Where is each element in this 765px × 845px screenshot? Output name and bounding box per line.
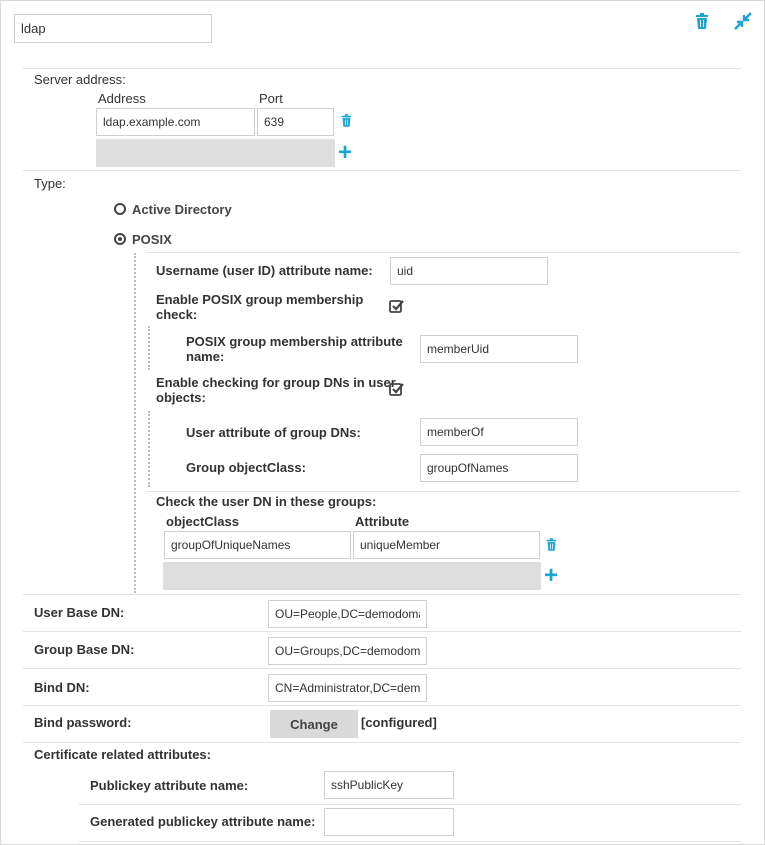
divider bbox=[79, 804, 741, 805]
user-attr-group-dns-label: User attribute of group DNs: bbox=[186, 425, 361, 440]
membership-attr-label-cont: name: bbox=[186, 349, 225, 364]
address-column-header: Address bbox=[98, 91, 146, 106]
bind-dn-label: Bind DN: bbox=[34, 680, 90, 695]
divider bbox=[146, 491, 740, 492]
membership-attr-label: POSIX group membership attribute bbox=[186, 334, 403, 349]
change-password-button[interactable]: Change bbox=[270, 710, 358, 738]
divider bbox=[23, 705, 741, 706]
port-column-header: Port bbox=[259, 91, 283, 106]
group-objectclass-input[interactable] bbox=[420, 454, 578, 482]
divider bbox=[23, 594, 741, 595]
user-attr-group-dns-input[interactable] bbox=[420, 418, 578, 446]
membership-subsection-border bbox=[148, 326, 150, 370]
group-add-row-bar bbox=[163, 562, 541, 590]
membership-attr-input[interactable] bbox=[420, 335, 578, 363]
radio-active-directory[interactable] bbox=[114, 203, 126, 215]
bind-password-label: Bind password: bbox=[34, 715, 132, 730]
objectclass-column-header: objectClass bbox=[166, 514, 239, 529]
password-status: [configured] bbox=[361, 715, 437, 730]
user-base-dn-label: User Base DN: bbox=[34, 605, 125, 620]
delete-group-row-trash-icon[interactable] bbox=[546, 538, 557, 551]
enable-group-dn-checkbox[interactable] bbox=[389, 381, 405, 397]
type-label: Type: bbox=[34, 176, 66, 191]
policy-name-input[interactable] bbox=[14, 14, 212, 43]
enable-group-membership-checkbox[interactable] bbox=[389, 298, 405, 314]
add-server-plus-icon[interactable]: + bbox=[338, 139, 353, 166]
server-port-input[interactable] bbox=[257, 108, 334, 136]
add-group-row-plus-icon[interactable]: + bbox=[544, 562, 559, 589]
group-base-dn-input[interactable] bbox=[268, 637, 427, 665]
generated-publickey-attr-input[interactable] bbox=[324, 808, 454, 836]
group-base-dn-label: Group Base DN: bbox=[34, 642, 135, 657]
generated-publickey-attr-label: Generated publickey attribute name: bbox=[90, 814, 316, 829]
divider bbox=[146, 252, 740, 253]
attribute-column-header: Attribute bbox=[355, 514, 410, 529]
divider bbox=[23, 742, 741, 743]
username-attr-input[interactable] bbox=[390, 257, 548, 285]
divider bbox=[23, 631, 741, 632]
user-base-dn-input[interactable] bbox=[268, 600, 427, 628]
delete-server-trash-icon[interactable] bbox=[341, 114, 352, 127]
username-attr-label: Username (user ID) attribute name: bbox=[156, 263, 373, 278]
enable-group-membership-label: Enable POSIX group membership bbox=[156, 292, 364, 307]
enable-group-dn-label-cont: objects: bbox=[156, 390, 206, 405]
server-address-label: Server address: bbox=[34, 72, 126, 87]
divider bbox=[23, 170, 741, 171]
delete-policy-trash-icon[interactable] bbox=[695, 13, 709, 29]
check-user-dn-label: Check the user DN in these groups: bbox=[156, 494, 377, 509]
option-posix-label: POSIX bbox=[132, 232, 172, 247]
group-objectclass-row-input[interactable] bbox=[164, 531, 351, 559]
publickey-attr-label: Publickey attribute name: bbox=[90, 778, 249, 793]
server-address-input[interactable] bbox=[96, 108, 255, 136]
divider bbox=[23, 68, 741, 69]
group-dn-subsection-border bbox=[148, 411, 150, 487]
publickey-attr-input[interactable] bbox=[324, 771, 454, 799]
enable-group-dn-label: Enable checking for group DNs in user bbox=[156, 375, 396, 390]
collapse-icon[interactable] bbox=[734, 12, 752, 30]
option-active-directory-label: Active Directory bbox=[132, 202, 232, 217]
posix-section-border bbox=[134, 253, 136, 593]
bind-dn-input[interactable] bbox=[268, 674, 427, 702]
server-add-row-bar bbox=[96, 139, 335, 167]
divider bbox=[79, 841, 741, 842]
group-objectclass-label: Group objectClass: bbox=[186, 460, 306, 475]
radio-posix[interactable] bbox=[114, 233, 126, 245]
divider bbox=[23, 668, 741, 669]
enable-group-membership-label-cont: check: bbox=[156, 307, 198, 322]
cert-attrs-label: Certificate related attributes: bbox=[34, 747, 211, 762]
group-attribute-row-input[interactable] bbox=[353, 531, 540, 559]
